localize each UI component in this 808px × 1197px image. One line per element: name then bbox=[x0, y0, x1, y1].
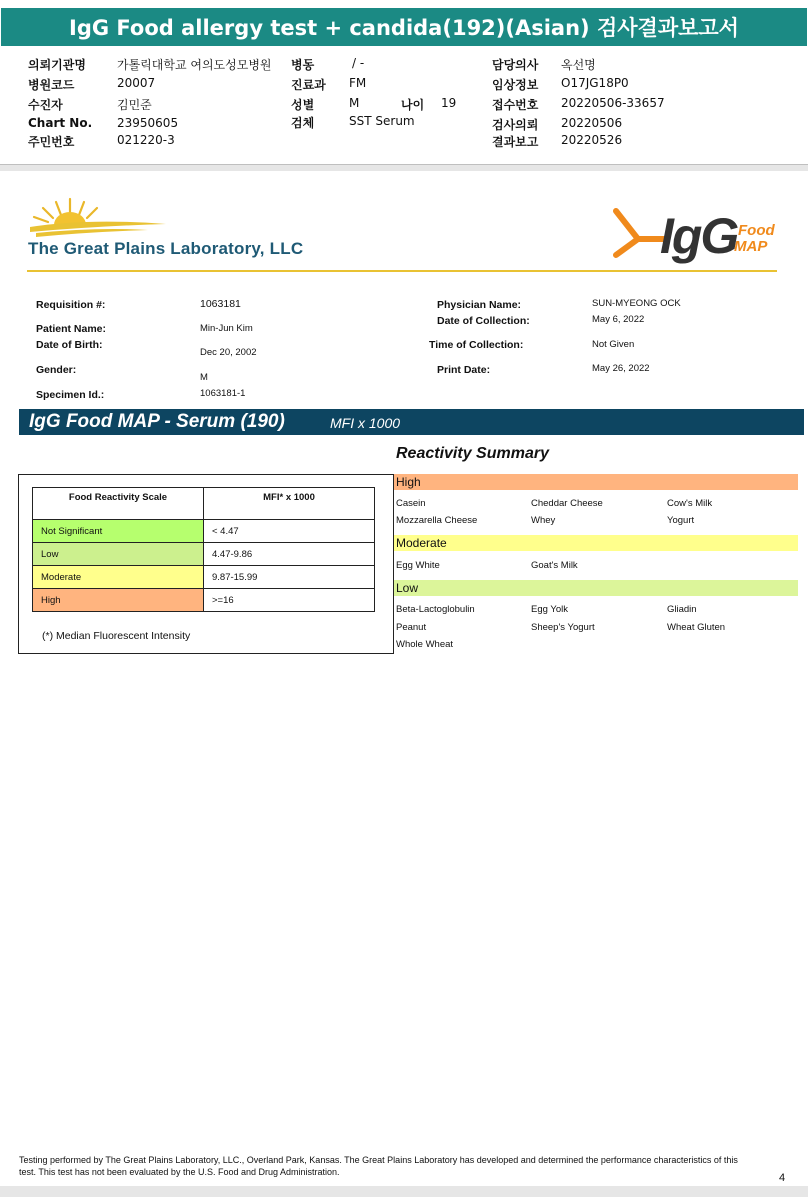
scale-row bbox=[33, 543, 375, 566]
banner-subtitle: MFI x 1000 bbox=[330, 415, 401, 431]
sunrise-logo-icon bbox=[28, 196, 173, 238]
gender-label: Gender: bbox=[36, 364, 77, 376]
scale-level-high: High bbox=[33, 589, 204, 612]
specimen-value: SST Serum bbox=[349, 114, 415, 128]
scale-row bbox=[33, 566, 375, 589]
dept-value: FM bbox=[349, 76, 367, 90]
ward-value: / - bbox=[352, 56, 365, 70]
moderate-category-bar: Moderate bbox=[394, 535, 798, 551]
collection-date-label: Date of Collection: bbox=[437, 315, 530, 327]
patient-name-label: Patient Name: bbox=[36, 323, 107, 335]
specimen-id-value: 1063181-1 bbox=[200, 388, 246, 399]
scale-row bbox=[33, 520, 375, 543]
food-item: Egg White bbox=[396, 560, 440, 571]
page-number: 4 bbox=[779, 1172, 786, 1184]
print-date-label: Print Date: bbox=[437, 364, 491, 376]
resident-no-value: 021220-3 bbox=[117, 133, 175, 147]
food-item: Beta-Lactoglobulin bbox=[396, 604, 475, 615]
scale-level-low: Low bbox=[33, 543, 204, 566]
food-item: Gliadin bbox=[667, 604, 697, 615]
scale-col1-header: Food Reactivity Scale bbox=[33, 488, 204, 520]
age-value: 19 bbox=[441, 96, 457, 110]
banner-title: IgG Food MAP - Serum (190) bbox=[29, 411, 285, 432]
doctor-value: 옥선명 bbox=[561, 58, 596, 72]
gold-divider bbox=[27, 270, 777, 272]
food-item: Cheddar Cheese bbox=[531, 498, 603, 509]
collection-time-value: Not Given bbox=[592, 339, 635, 350]
food-item: Whole Wheat bbox=[396, 639, 454, 650]
section-banner bbox=[19, 409, 804, 435]
food-item: Casein bbox=[396, 498, 426, 509]
food-item: Wheat Gluten bbox=[667, 622, 726, 633]
dob-label: Date of Birth: bbox=[36, 339, 103, 351]
patient-korean-label: 수진자 bbox=[28, 98, 63, 112]
lab-name: The Great Plains Laboratory, LLC bbox=[28, 239, 304, 258]
food-item: Peanut bbox=[396, 622, 427, 633]
collection-time-label: Time of Collection: bbox=[429, 339, 524, 351]
print-date-value: May 26, 2022 bbox=[592, 363, 650, 374]
scale-header-row bbox=[33, 488, 375, 520]
high-category-bar: High bbox=[394, 474, 798, 490]
scale-range: 9.87-15.99 bbox=[204, 566, 375, 589]
specimen-id-label: Specimen Id.: bbox=[36, 389, 105, 401]
food-item: Sheep's Yogurt bbox=[531, 622, 595, 633]
footer-disclaimer: Testing performed by The Great Plains Laboratory, LLC., Overland Park, Kansas. The Great Plains Laboratory has developed and determined the performance characteristics of this test. This test has not been evaluated by the U.S. Food and Drug Administration. bbox=[19, 1155, 738, 1177]
scale-level-not-significant: Not Significant bbox=[33, 520, 204, 543]
chart-no-label: Chart No. bbox=[28, 116, 93, 130]
scale-level-moderate: Moderate bbox=[33, 566, 204, 589]
hospital-code-label: 병원코드 bbox=[28, 78, 75, 92]
igg-logo-text: IgG bbox=[660, 208, 738, 264]
doctor-label: 담당의사 bbox=[492, 58, 539, 72]
dob-value: Dec 20, 2002 bbox=[200, 347, 257, 358]
receipt-no-value: 20220506-33657 bbox=[561, 96, 665, 110]
patient-korean-value: 김민준 bbox=[117, 98, 152, 112]
scale-range: >=16 bbox=[204, 589, 375, 612]
resident-no-label: 주민번호 bbox=[28, 135, 75, 149]
institution-value: 가톨릭대학교 여의도성모병원 bbox=[117, 58, 272, 72]
requisition-value: 1063181 bbox=[200, 298, 241, 310]
specimen-label: 검체 bbox=[291, 116, 315, 130]
chart-no-value: 23950605 bbox=[117, 116, 179, 130]
food-item: Cow's Milk bbox=[667, 498, 713, 509]
report-date-label: 결과보고 bbox=[492, 135, 539, 149]
report-date-value: 20220526 bbox=[561, 133, 623, 147]
food-item: Goat's Milk bbox=[531, 560, 578, 571]
reactivity-summary-title: Reactivity Summary bbox=[396, 445, 549, 462]
collection-date-value: May 6, 2022 bbox=[592, 314, 645, 325]
request-date-value: 20220506 bbox=[561, 116, 623, 130]
reactivity-scale-table bbox=[32, 487, 375, 612]
report-title: IgG Food allergy test + candida(192)(Asian) 검사결과보고서 bbox=[1, 8, 807, 46]
scale-range: < 4.47 bbox=[204, 520, 375, 543]
clinical-info-value: O17JG18P0 bbox=[561, 76, 629, 90]
institution-label: 의뢰기관명 bbox=[28, 58, 86, 72]
scale-row bbox=[33, 589, 375, 612]
food-item: Yogurt bbox=[667, 515, 695, 526]
map-logo-text: MAP bbox=[734, 238, 768, 255]
food-item: Egg Yolk bbox=[531, 604, 568, 615]
bottom-bar bbox=[0, 1186, 808, 1197]
request-date-label: 검사의뢰 bbox=[492, 118, 539, 132]
sex-value: M bbox=[349, 96, 360, 110]
gender-value: M bbox=[200, 372, 208, 383]
food-logo-text: Food bbox=[738, 222, 775, 239]
physician-label: Physician Name: bbox=[437, 299, 522, 311]
dept-label: 진료과 bbox=[291, 78, 326, 92]
scale-col2-header: MFI* x 1000 bbox=[204, 488, 375, 520]
scale-range: 4.47-9.86 bbox=[204, 543, 375, 566]
food-item: Whey bbox=[531, 515, 556, 526]
physician-value: SUN-MYEONG OCK bbox=[592, 298, 681, 309]
patient-name-value: Min-Jun Kim bbox=[200, 323, 253, 334]
sex-label: 성별 bbox=[291, 98, 315, 112]
clinical-info-label: 임상정보 bbox=[492, 78, 539, 92]
age-label: 나이 bbox=[401, 98, 425, 112]
food-item: Mozzarella Cheese bbox=[396, 515, 478, 526]
receipt-no-label: 접수번호 bbox=[492, 98, 539, 112]
low-category-bar: Low bbox=[394, 580, 798, 596]
requisition-label: Requisition #: bbox=[36, 299, 106, 311]
mfi-footnote: (*) Median Fluorescent Intensity bbox=[42, 630, 191, 642]
header-divider bbox=[0, 164, 808, 171]
ward-label: 병동 bbox=[291, 58, 315, 72]
hospital-code-value: 20007 bbox=[117, 76, 156, 90]
